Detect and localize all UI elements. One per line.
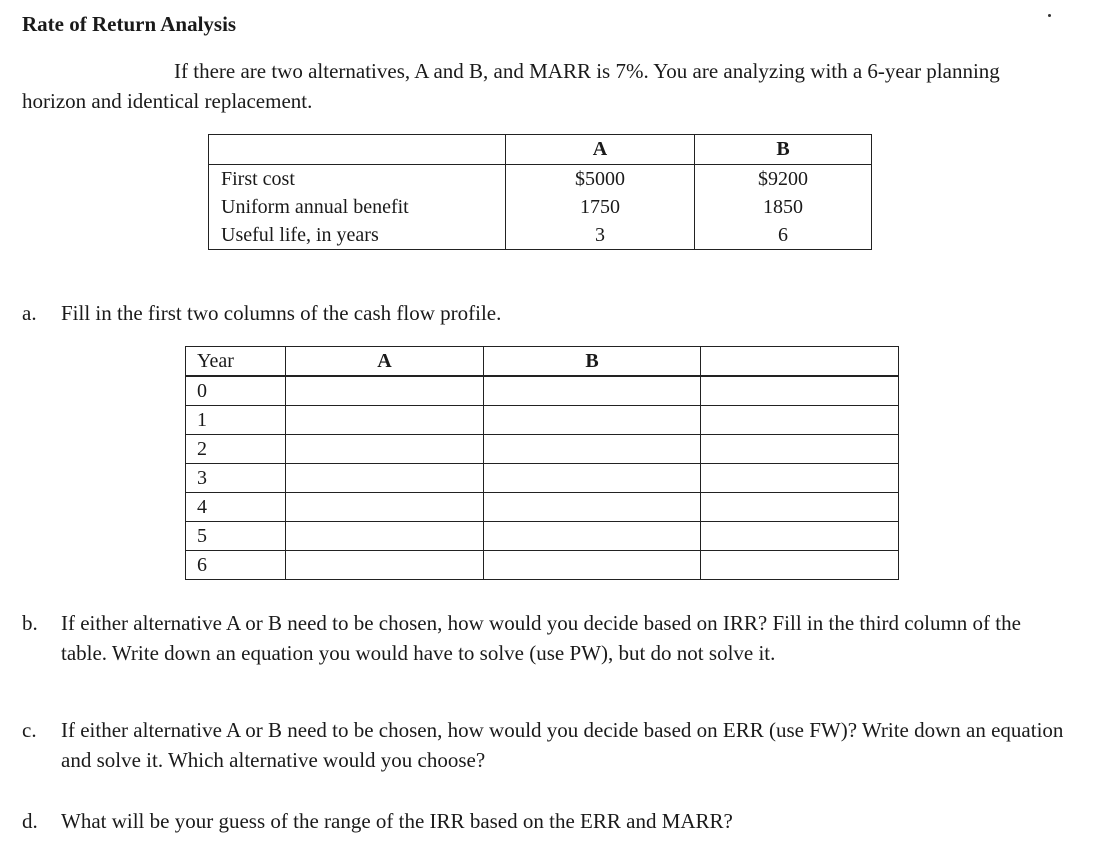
cash-flow-b-cell[interactable] (484, 551, 701, 580)
column-third-header (701, 347, 899, 377)
row-label: Useful life, in years (209, 221, 506, 250)
alternatives-row (209, 165, 872, 194)
alternatives-header-row (209, 135, 872, 165)
year-cell: 4 (186, 493, 286, 522)
alternatives-row (209, 221, 872, 250)
question-c-text: If either alternative A or B need to be chosen, how would you decide based on ERR (use FW)? Write down an equation and solve it. Which alternative would you choose? (61, 718, 1064, 772)
alternatives-header-a: A (506, 135, 695, 165)
cash-flow-a-cell[interactable] (286, 435, 484, 464)
value-a: $5000 (506, 165, 695, 194)
cash-flow-a-cell[interactable] (286, 551, 484, 580)
value-b: 1850 (695, 193, 872, 221)
cash-flow-row (186, 406, 899, 435)
cash-flow-header-row (186, 347, 899, 377)
question-d-text: What will be your guess of the range of the IRR based on the ERR and MARR? (61, 809, 733, 833)
cash-flow-b-cell[interactable] (484, 376, 701, 406)
cash-flow-row (186, 376, 899, 406)
cash-flow-third-cell[interactable] (701, 376, 899, 406)
column-b-header: B (484, 347, 701, 377)
stray-dot (1048, 14, 1051, 17)
cash-flow-row (186, 435, 899, 464)
value-b: $9200 (695, 165, 872, 194)
cash-flow-third-cell[interactable] (701, 522, 899, 551)
cash-flow-a-cell[interactable] (286, 522, 484, 551)
cash-flow-a-cell[interactable] (286, 406, 484, 435)
alternatives-header-blank (209, 135, 506, 165)
cash-flow-third-cell[interactable] (701, 406, 899, 435)
intro-paragraph: If there are two alternatives, A and B, and MARR is 7%. You are analyzing with a 6-year planning horizon and identical replacement. (22, 59, 1000, 113)
cash-flow-a-cell[interactable] (286, 376, 484, 406)
cash-flow-row (186, 522, 899, 551)
cash-flow-a-cell[interactable] (286, 464, 484, 493)
row-label: First cost (209, 165, 506, 194)
year-cell: 2 (186, 435, 286, 464)
cash-flow-third-cell[interactable] (701, 551, 899, 580)
cash-flow-third-cell[interactable] (701, 464, 899, 493)
question-b-letter: b. (22, 611, 38, 635)
year-cell: 5 (186, 522, 286, 551)
question-a-letter: a. (22, 301, 37, 325)
year-cell: 6 (186, 551, 286, 580)
row-label: Uniform annual benefit (209, 193, 506, 221)
cash-flow-b-cell[interactable] (484, 522, 701, 551)
question-d-letter: d. (22, 809, 38, 833)
value-b: 6 (695, 221, 872, 250)
cash-flow-b-cell[interactable] (484, 464, 701, 493)
year-cell: 3 (186, 464, 286, 493)
question-a-text: Fill in the first two columns of the cash flow profile. (61, 301, 502, 325)
cash-flow-third-cell[interactable] (701, 493, 899, 522)
alternatives-row (209, 193, 872, 221)
page-title: Rate of Return Analysis (22, 12, 237, 36)
cash-flow-table (185, 346, 899, 580)
year-cell: 1 (186, 406, 286, 435)
cash-flow-b-cell[interactable] (484, 493, 701, 522)
cash-flow-row (186, 551, 899, 580)
cash-flow-b-cell[interactable] (484, 435, 701, 464)
question-c-letter: c. (22, 718, 37, 742)
year-header: Year (186, 347, 286, 377)
value-a: 3 (506, 221, 695, 250)
cash-flow-row (186, 493, 899, 522)
alternatives-header-b: B (695, 135, 872, 165)
alternatives-table (208, 134, 872, 250)
column-a-header: A (286, 347, 484, 377)
cash-flow-third-cell[interactable] (701, 435, 899, 464)
value-a: 1750 (506, 193, 695, 221)
cash-flow-row (186, 464, 899, 493)
cash-flow-a-cell[interactable] (286, 493, 484, 522)
cash-flow-b-cell[interactable] (484, 406, 701, 435)
year-cell: 0 (186, 376, 286, 406)
question-b-text: If either alternative A or B need to be chosen, how would you decide based on IRR? Fill in the third column of the table. Write down an equation you would have to solve (use PW), but do not solve it. (61, 611, 1021, 665)
